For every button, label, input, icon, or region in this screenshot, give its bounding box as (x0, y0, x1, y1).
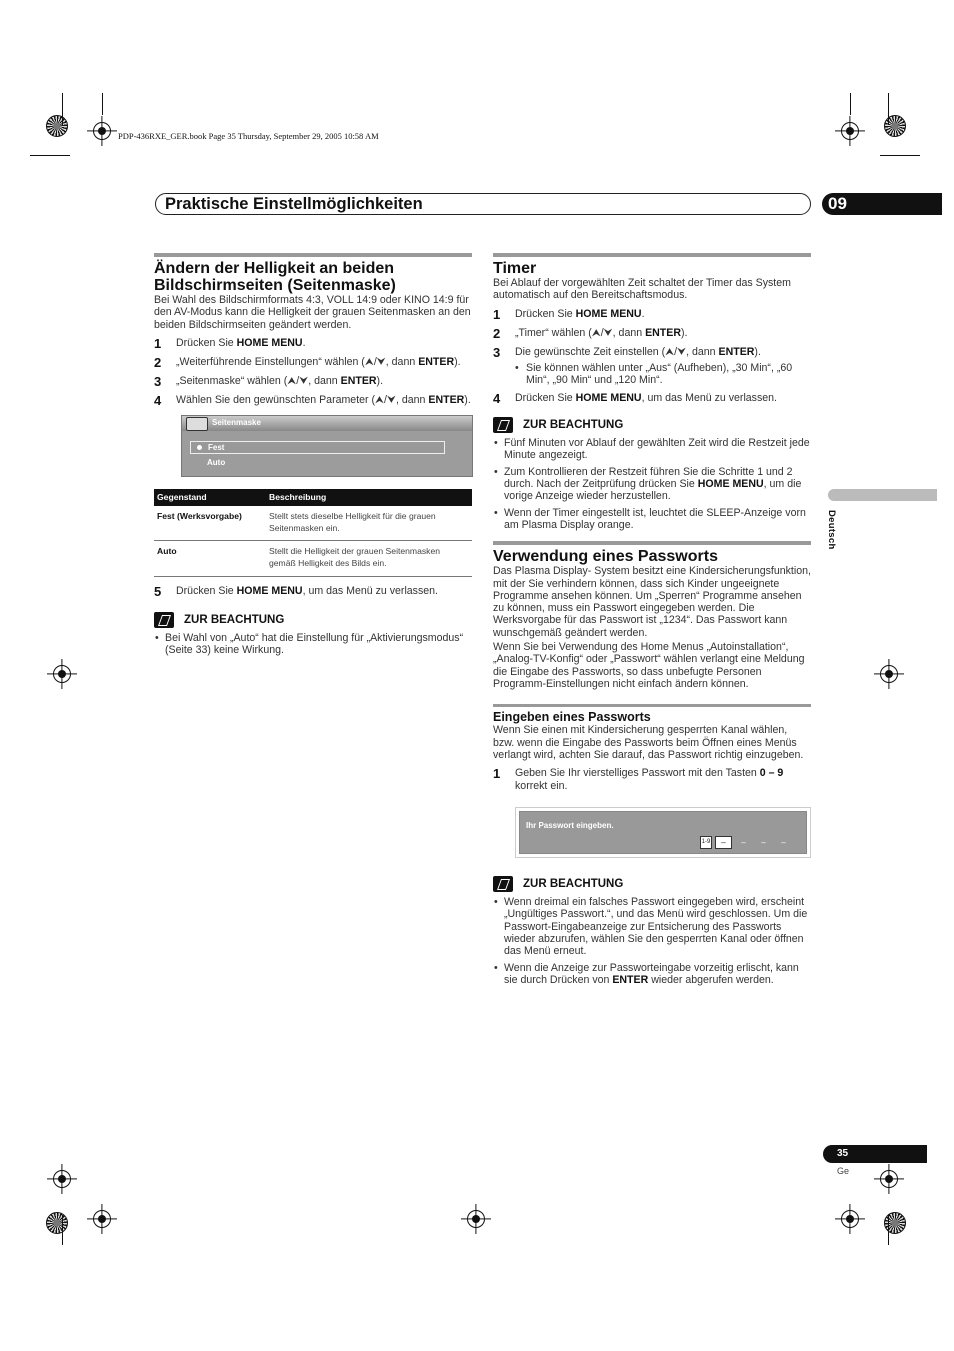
osd-option-fest: Fest (190, 441, 445, 454)
registration-mark-icon (841, 122, 859, 140)
table-row: Auto Stellt die Helligkeit der grauen Seitenmasken gemäß Helligkeit des Bilds ein. (154, 541, 472, 577)
page-number: 35 (823, 1145, 927, 1163)
timer-step-4: 4 Drücken Sie HOME MENU, um das Menü zu verlassen. (493, 391, 778, 407)
password-digit: – (755, 836, 772, 849)
password-step-1: 1 Geben Sie Ihr vierstelliges Passwort mit den Tasten 0 – 9 korrekt ein. (493, 766, 784, 793)
note-pencil-icon (154, 612, 174, 628)
subsection-title: Eingeben eines Passworts (493, 710, 651, 725)
password-intro: Das Plasma Display- System besitzt eine Kindersicherungsfunktion, mit der Sie verhindern können, dass sich Kinder ungeeignete Programme ansehen können. Um „Sperren“ Programme ansehen zu können, muss ein Passwort eingegeben werden. Die Werksvorgabe für das Passwort ist „1234“. Das Passwort kann wunschgemäß geändert werden. (493, 565, 811, 639)
registration-mark-icon (880, 1170, 898, 1188)
table-header: Gegenstand (154, 489, 266, 506)
crop-mark (62, 93, 63, 125)
parameter-table (154, 489, 472, 577)
note-item: • Wenn der Timer eingestellt ist, leuchtet die SLEEP-Anzeige vorn am Plasma Display orange. (493, 507, 811, 532)
registration-mark-icon (53, 665, 71, 683)
note-pencil-icon (493, 876, 513, 892)
password-intro-2: Wenn Sie bei Verwendung des Home Menus „Autoinstallation“, „Analog-TV-Konfig“ oder „Passwort“ wählen verlangt eine Meldung die Eingabe des Passworts, so dass unbefugte Personen Programm-Einstellungen nicht einfach ändern können. (493, 641, 805, 690)
section-rule (493, 253, 811, 257)
book-line: PDP-436RXE_GER.book Page 35 Thursday, September 29, 2005 10:58 AM (118, 131, 379, 141)
chapter-number-badge: 09 (822, 193, 942, 215)
subsection-intro: Wenn Sie einen mit Kindersicherung gesperrten Kanal wählen, bzw. wenn die Eingabe des Passworts beim Öffnen eines Menüs verlangt wird, achten Sie darauf, das Passwort richtig einzugeben. (493, 724, 804, 761)
seitenmaske-osd-screen (181, 415, 473, 477)
right-column (493, 253, 811, 986)
password-digit: – (775, 836, 792, 849)
side-tab (828, 489, 937, 501)
side-tab-label: Deutsch (826, 510, 837, 550)
password-digits (700, 836, 792, 849)
crop-mark (30, 155, 70, 156)
crop-mark (102, 93, 103, 115)
keypad-icon: 1-9 (700, 836, 712, 849)
table-header: Beschreibung (266, 489, 472, 506)
step-3: 3 „Seitenmaske“ wählen (⮝/⮟, dann ENTER). (154, 373, 384, 389)
note-pencil-icon (493, 417, 513, 433)
section-rule (154, 253, 472, 257)
step-5: 5 Drücken Sie HOME MENU, um das Menü zu verlassen. (154, 584, 439, 600)
section-title-timer: Timer (493, 260, 537, 277)
timer-intro: Bei Ablauf der vorgewählten Zeit schaltet der Timer das System automatisch auf den Bereitschaftsmodus. (493, 277, 791, 302)
registration-mark-icon (467, 1210, 485, 1228)
crop-mark (850, 93, 851, 115)
timer-step-1: 1 Drücken Sie HOME MENU. (493, 306, 645, 322)
section-intro: Bei Wahl des Bildschirmformats 4:3, VOLL 14:9 oder KINO 14:9 für den AV-Modus kann die Helligkeit der grauen Seitenmasken an den beiden Bildschirmseiten geändert werden. (154, 294, 471, 331)
password-digit: – (735, 836, 752, 849)
step-1: 1 Drücken Sie HOME MENU. (154, 335, 306, 351)
crop-mark (888, 1215, 889, 1245)
crop-mark (62, 1215, 63, 1245)
step-4: 4 Wählen Sie den gewünschten Parameter (⮝/⮟, dann ENTER). (154, 392, 471, 408)
note-heading: ZUR BEACHTUNG (493, 417, 811, 433)
password-prompt: Ihr Passwort eingeben. (526, 821, 614, 831)
note-item: • Bei Wahl von „Auto“ hat die Einstellung für „Aktivierungsmodus“ (Seite 33) keine Wirkung. (154, 632, 472, 657)
note-item: • Fünf Minuten vor Ablauf der gewählten Zeit wird die Restzeit jede Minute angezeigt. (493, 437, 811, 462)
registration-mark-icon (880, 665, 898, 683)
page-language-code: Ge (837, 1166, 850, 1176)
registration-mark-icon (841, 1210, 859, 1228)
note-item: • Wenn die Anzeige zur Passworteingabe vorzeitig erlischt, kann sie durch Drücken von ENTER wieder abgerufen werden. (493, 962, 811, 987)
section-title-password: Verwendung eines Passworts (493, 548, 718, 566)
crop-mark (888, 93, 889, 125)
note-item: • Zum Kontrollieren der Restzeit führen Sie die Schritte 1 und 2 durch. Nach der Zeitprüfung drücken Sie HOME MENU, um die vorige Anzeige wieder herzustellen. (493, 466, 811, 503)
table-row: Fest (Werksvorgabe) Stellt stets dieselbe Helligkeit für die grauen Seitenmasken ein. (154, 506, 472, 541)
subsection-rule (493, 704, 811, 707)
osd-title: Seitenmaske (212, 417, 261, 427)
registration-mark-icon (93, 1210, 111, 1228)
timer-options: • Sie können wählen unter „Aus“ (Aufheben), „30 Min“, „60 Min“, „90 Min“ und „120 Min“. (493, 362, 811, 387)
section-title-seitenmaske: Ändern der Helligkeit an beiden Bildschirmseiten (Seitenmaske) (154, 260, 396, 294)
timer-step-2: 2 „Timer“ wählen (⮝/⮟, dann ENTER). (493, 325, 688, 341)
note-heading: ZUR BEACHTUNG (154, 612, 472, 628)
crop-mark (880, 155, 920, 156)
chapter-title: Praktische Einstellmöglichkeiten (165, 195, 423, 213)
registration-mark-icon (93, 122, 111, 140)
section-rule (493, 541, 811, 545)
registration-target-icon (46, 115, 68, 137)
registration-mark-icon (53, 1170, 71, 1188)
note-item: • Wenn dreimal ein falsches Passwort eingegeben wird, erscheint „Ungültiges Passwort.“, und das Menü wird geschlossen. Um die Passwort-Eingabeanzeige zur Entsicherung des Passworts wieder abzurufen, wählen Sie den gesperrten Kanal oder öffnen das Menü erneut. (493, 896, 811, 957)
timer-step-3: 3 Die gewünschte Zeit einstellen (⮝/⮟, dann ENTER). (493, 344, 761, 360)
left-column (154, 253, 472, 657)
menu-tv-icon (186, 417, 208, 431)
note-heading: ZUR BEACHTUNG (493, 876, 811, 892)
registration-target-icon (46, 1212, 68, 1234)
step-2: 2 „Weiterführende Einstellungen“ wählen (⮝/⮟, dann ENTER). (154, 354, 461, 370)
password-osd-screen (515, 807, 811, 858)
password-digit: – (715, 836, 732, 849)
osd-option-auto: Auto (207, 457, 226, 467)
